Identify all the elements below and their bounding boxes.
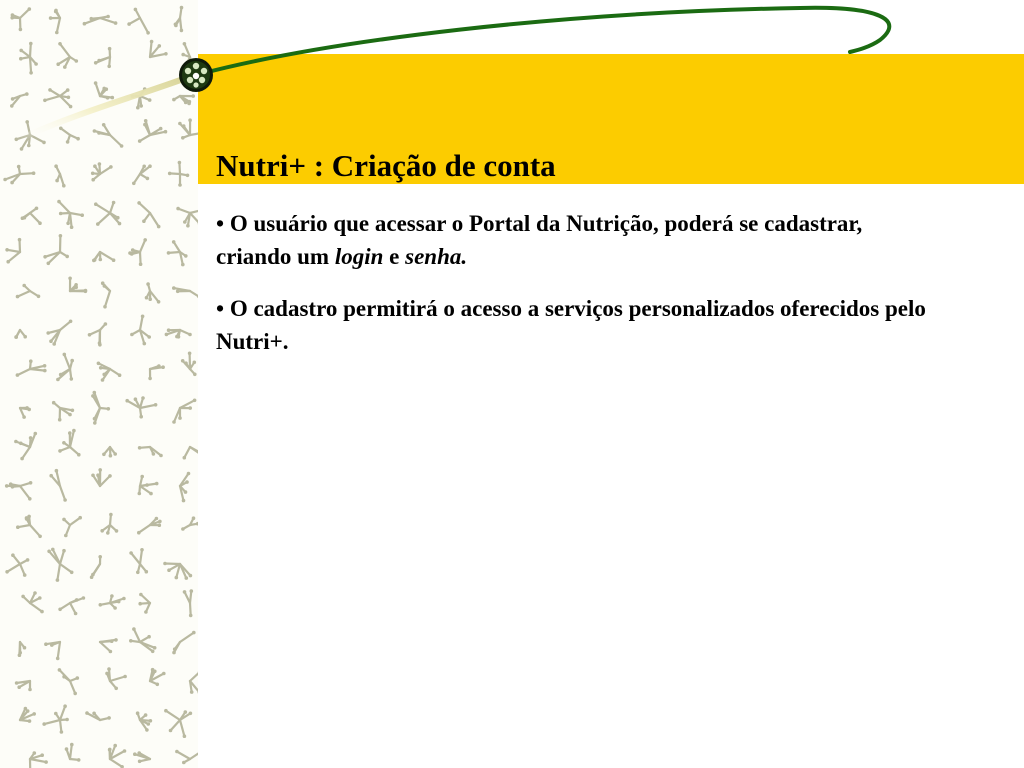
molecule-glyph (190, 670, 198, 694)
bullet-italic-senha: senha. (405, 244, 468, 269)
molecule-glyph (29, 751, 48, 768)
molecule-glyph (14, 432, 37, 461)
molecule-glyph (132, 164, 152, 185)
molecule-glyph (94, 201, 121, 226)
molecule-glyph (83, 15, 118, 26)
molecule-glyph (54, 164, 65, 187)
molecule-glyph (100, 513, 118, 535)
molecule-glyph (3, 165, 35, 185)
molecule-glyph (129, 627, 157, 653)
molecule-glyph (130, 315, 151, 346)
molecule-glyph (19, 42, 38, 75)
molecule-glyph (178, 118, 198, 139)
molecule-glyph (180, 472, 190, 503)
molecule-glyph (90, 555, 102, 579)
molecule-pattern-graphic (0, 0, 198, 768)
molecule-glyph (49, 469, 67, 502)
molecule-glyph (168, 161, 189, 187)
molecule-glyph (172, 94, 195, 105)
molecule-glyph (183, 589, 193, 617)
molecule-glyph (20, 707, 36, 723)
molecule-glyph (42, 704, 68, 733)
molecule-glyph (10, 92, 29, 107)
molecule-glyph (44, 642, 60, 660)
molecule-glyph (16, 284, 41, 299)
molecule-glyph (172, 631, 195, 655)
molecule-glyph (181, 516, 198, 530)
molecule-glyph (137, 517, 162, 535)
molecule-glyph (108, 744, 127, 768)
molecule-glyph (10, 7, 31, 31)
molecule-glyph (47, 548, 73, 582)
bullet-item (216, 207, 936, 273)
molecule-glyph (43, 234, 69, 265)
molecule-glyph (150, 668, 166, 686)
molecule-glyph (138, 475, 159, 496)
molecule-glyph (65, 743, 81, 762)
molecule-glyph (165, 328, 192, 338)
molecule-glyph (92, 252, 115, 262)
molecule-glyph (175, 749, 198, 764)
molecule-glyph (85, 711, 111, 720)
molecule-glyph (15, 681, 32, 691)
molecule-glyph (128, 238, 147, 266)
molecule-glyph (127, 8, 150, 35)
molecule-glyph (181, 352, 197, 377)
molecule-glyph (138, 446, 163, 457)
molecule-glyph (58, 596, 85, 615)
molecule-glyph (91, 391, 110, 425)
molecule-glyph (100, 638, 118, 653)
molecule-glyph (20, 406, 31, 419)
molecule-glyph (16, 359, 47, 377)
molecule-glyph (129, 548, 148, 574)
molecule-glyph (21, 207, 42, 226)
molecule-glyph (125, 396, 157, 418)
molecule-glyph (46, 320, 72, 346)
molecule-glyph (163, 562, 192, 580)
molecule-glyph (52, 401, 74, 422)
molecule-glyph (62, 516, 82, 537)
molecule-glyph (14, 120, 45, 151)
molecule-glyph (131, 87, 152, 109)
molecule-glyph (105, 667, 127, 690)
molecule-glyph (137, 201, 160, 228)
molecule-glyph (16, 515, 42, 538)
molecule-glyph (145, 282, 161, 303)
molecule-glyph (57, 200, 84, 229)
molecule-glyph (14, 330, 27, 339)
bullet-marker: • (216, 211, 225, 236)
molecule-glyph (91, 468, 112, 486)
decorative-pattern-strip (0, 0, 198, 768)
molecule-glyph (176, 207, 198, 228)
bullet-text: O cadastro permitirá o acesso a serviços personalizados oferecidos pelo Nutri+. (216, 296, 926, 354)
molecule-glyph (93, 123, 124, 148)
molecule-glyph (99, 594, 126, 610)
molecule-glyph (56, 353, 74, 382)
molecule-glyph (5, 481, 33, 501)
molecule-glyph (5, 238, 21, 264)
molecule-glyph (91, 162, 113, 181)
molecule-glyph (58, 429, 80, 457)
molecule-glyph (183, 447, 199, 460)
molecule-glyph (59, 127, 80, 144)
molecule-glyph (138, 119, 167, 143)
molecule-glyph (56, 42, 78, 69)
molecule-glyph (136, 711, 152, 731)
molecule-glyph (21, 591, 43, 613)
molecule-glyph (43, 88, 72, 108)
molecule-glyph (133, 751, 150, 763)
molecule-glyph (68, 277, 87, 294)
molecule-glyph (172, 286, 198, 298)
molecule-glyph (150, 40, 168, 57)
molecule-glyph (94, 81, 114, 99)
molecule-glyph (164, 709, 192, 738)
molecule-glyph (94, 47, 112, 68)
molecule-glyph (102, 447, 117, 458)
bullet-item (216, 292, 936, 358)
molecule-glyph (181, 42, 194, 69)
bullet-list (216, 207, 936, 377)
slide-title: Nutri+ : Criação de conta (216, 148, 556, 183)
molecule-glyph (18, 642, 27, 657)
molecule-glyph (172, 399, 196, 424)
molecule-glyph (101, 281, 110, 308)
molecule-glyph (138, 593, 150, 614)
molecule-glyph (88, 322, 108, 346)
molecule-glyph (148, 364, 165, 380)
bullet-text: O usuário que acessar o Portal da Nutrição, poderá se cadastrar, criando um (216, 211, 863, 269)
molecule-glyph (174, 6, 184, 32)
bullet-italic-login: login (334, 244, 384, 269)
molecule-glyph (5, 553, 29, 576)
molecule-glyph (167, 240, 188, 266)
bullet-connector: e (389, 244, 400, 269)
molecule-glyph (58, 668, 79, 695)
bullet-marker: • (216, 296, 225, 321)
molecule-glyph (49, 9, 60, 35)
molecule-glyph (97, 362, 122, 382)
